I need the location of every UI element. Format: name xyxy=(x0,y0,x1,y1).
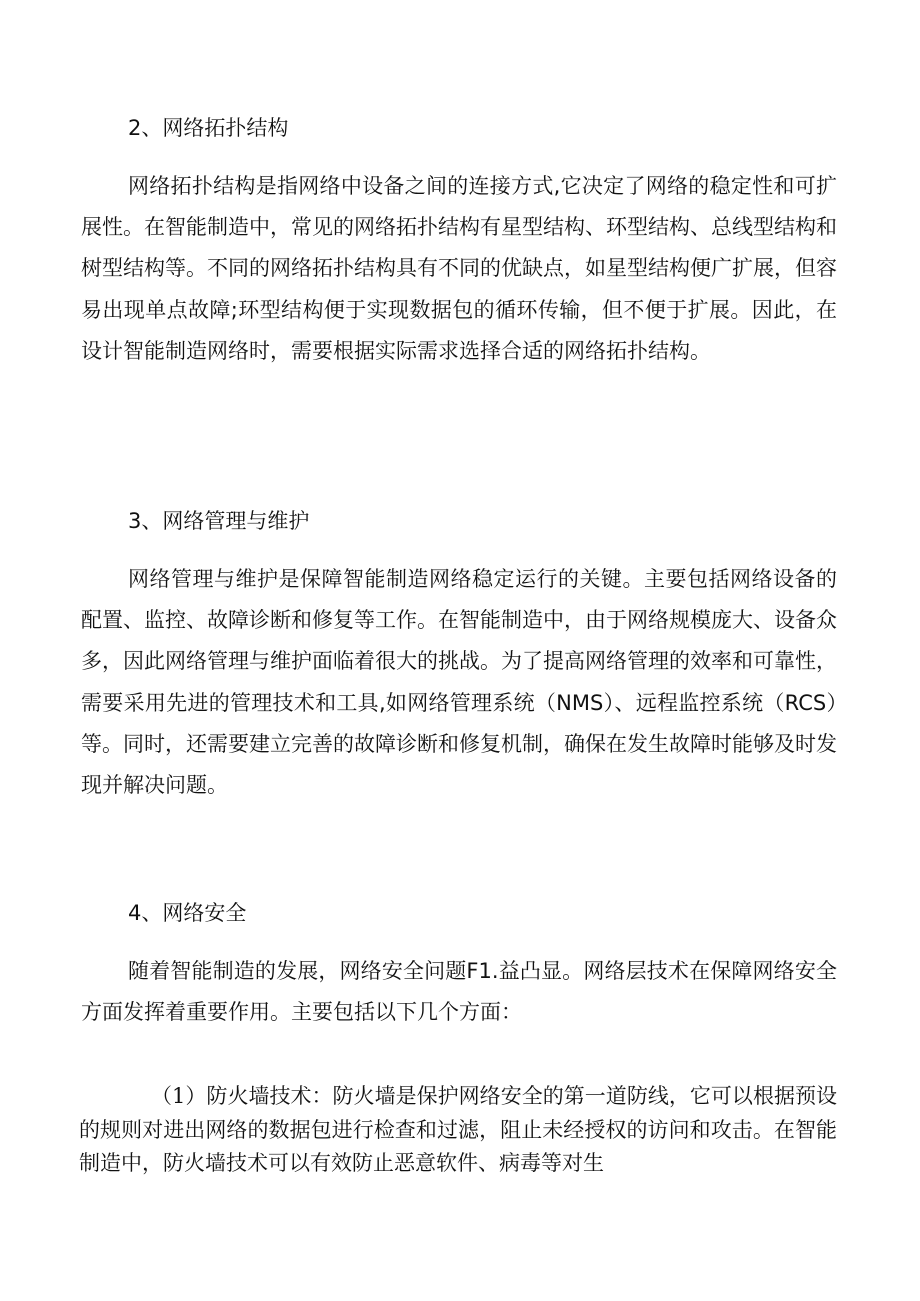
section-paragraph-management: 网络管理与维护是保障智能制造网络稳定运行的关键。主要包括网络设备的配置、监控、故障诊断和修复等工作。在智能制造中，由于网络规模庞大、设备众多，因此网络管理与维护面临着很大的挑战。为了提高网络管理的效率和可靠性，需要采用先进的管理技术和工具,如网络管理系统（NMS）、远程监控系统（RCS）等。同时，还需要建立完善的故障诊断和修复机制，确保在发生故障时能够及时发现并解决问题。 xyxy=(81,567,837,798)
section-paragraph-topology: 网络拓扑结构是指网络中设备之间的连接方式,它决定了网络的稳定性和可扩展性。在智能制造中，常见的网络拓扑结构有星型结构、环型结构、总线型结构和树型结构等。不同的网络拓扑结构具有不同的优缺点，如星型结构便广扩展，但容易出现单点故障;环型结构便于实现数据包的循环传输，但不便于扩展。因此，在设计智能制造网络时，需要根据实际需求选择合适的网络拓扑结构。 xyxy=(81,174,837,363)
section-paragraph-security: 随着智能制造的发展，网络安全问题F1.益凸显。网络层技术在保障网络安全方面发挥着重要作用。主要包括以下几个方面： xyxy=(81,959,837,1025)
section-heading-topology: 2、网络拓扑结构 xyxy=(128,116,289,140)
section-heading-management: 3、网络管理与维护 xyxy=(128,509,310,533)
subsection-paragraph-firewall: （1）防火墙技术：防火墙是保护网络安全的第一道防线，它可以根据预设的规则对进出网络的数据包进行检查和过滤，阻止未经授权的访问和攻击。在智能制造中，防火墙技术可以有效防止恶意软件、病毒等对生 xyxy=(79,1084,837,1175)
section-heading-security: 4、网络安全 xyxy=(128,901,247,925)
